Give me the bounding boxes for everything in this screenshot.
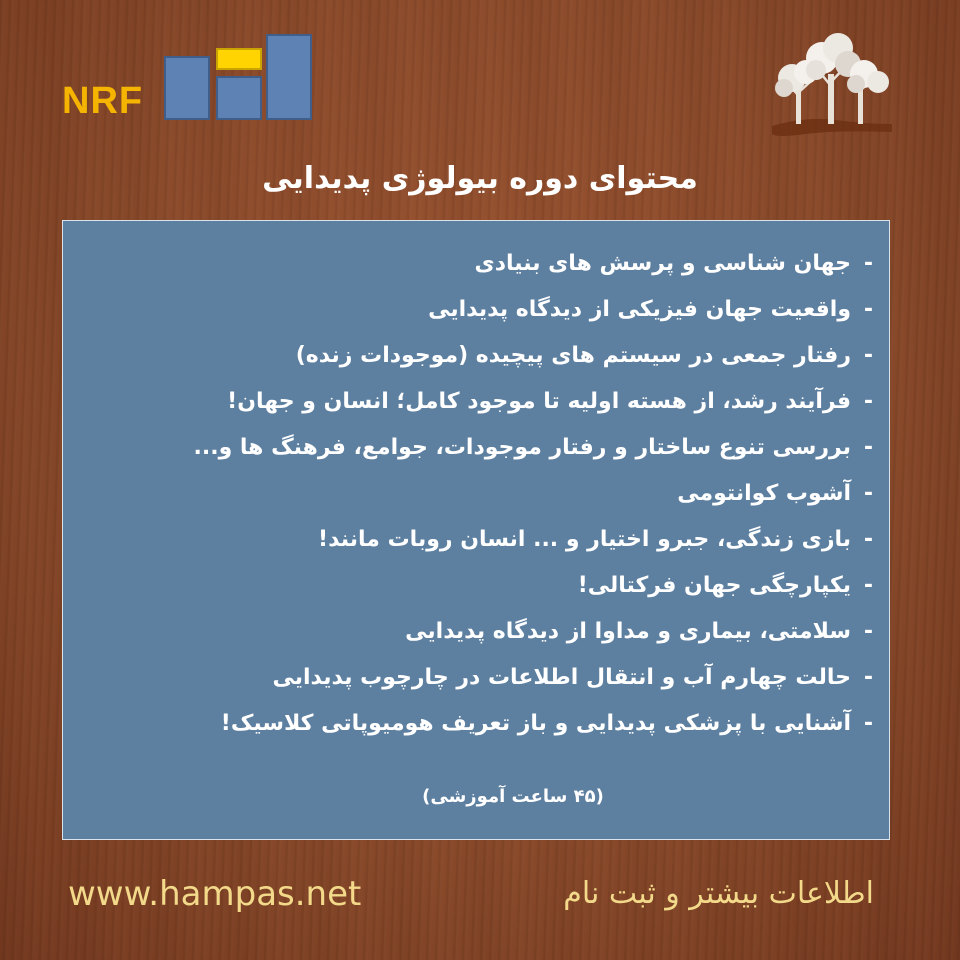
list-item: [73, 701, 873, 747]
list-item: [73, 563, 873, 609]
course-content-box: [62, 220, 890, 840]
nrf-logo: [62, 34, 312, 120]
register-info-link[interactable]: اطلاعات بیشتر و ثبت نام: [563, 876, 874, 911]
course-topics-list: [73, 241, 873, 747]
bullet-dash: -: [863, 297, 873, 322]
bullet-dash: -: [863, 251, 873, 276]
bullet-dash: -: [863, 665, 873, 690]
logo-text: NRF: [62, 80, 144, 122]
list-item: [73, 609, 873, 655]
bullet-dash: -: [863, 435, 873, 460]
logo-bar-3: [266, 34, 312, 120]
list-item: [73, 655, 873, 701]
bullet-dash: -: [863, 343, 873, 368]
logo-bar-1: [164, 56, 210, 120]
logo-bar-2: [216, 76, 262, 120]
list-item-text: بازی زندگی، جبرو اختیار و ... انسان روبات مانند!: [318, 527, 851, 552]
list-item-text: آشوب کوانتومی: [677, 481, 851, 506]
website-link[interactable]: www.hampas.net: [68, 874, 362, 914]
list-item-text: رفتار جمعی در سیستم های پیچیده (موجودات زنده): [295, 343, 851, 368]
page-title: محتوای دوره بیولوژی پدیدایی: [262, 161, 698, 196]
list-item: [73, 471, 873, 517]
list-item: [73, 379, 873, 425]
list-item-text: یکپارچگی جهان فرکتالی!: [577, 573, 851, 598]
bullet-dash: -: [863, 389, 873, 414]
trees-icon: [766, 26, 896, 138]
list-item-text: سلامتی، بیماری و مداوا از دیدگاه پدیدایی: [405, 619, 851, 644]
bullet-dash: -: [863, 711, 873, 736]
bullet-dash: -: [863, 527, 873, 552]
list-item: [73, 517, 873, 563]
logo-bars-icon: [164, 34, 312, 120]
bullet-dash: -: [863, 573, 873, 598]
bullet-dash: -: [863, 619, 873, 644]
list-item: [73, 333, 873, 379]
list-item-text: بررسی تنوع ساختار و رفتار موجودات، جوامع، فرهنگ ها و...: [193, 435, 851, 460]
list-item-text: آشنایی با پزشکی پدیدایی و باز تعریف هومیوپاتی کلاسیک!: [220, 711, 851, 736]
list-item-text: واقعیت جهان فیزیکی از دیدگاه پدیدایی: [428, 297, 851, 322]
list-item-text: جهان شناسی و پرسش های بنیادی: [474, 251, 851, 276]
course-hours: (۴۵ ساعت آموزشی): [422, 786, 604, 807]
list-item-text: حالت چهارم آب و انتقال اطلاعات در چارچوب پدیدایی: [272, 665, 851, 690]
bullet-dash: -: [863, 481, 873, 506]
list-item: [73, 241, 873, 287]
list-item: [73, 425, 873, 471]
list-item: [73, 287, 873, 333]
list-item-text: فرآیند رشد، از هسته اولیه تا موجود کامل؛ انسان و جهان!: [227, 389, 851, 414]
logo-bar-yellow: [216, 48, 262, 70]
